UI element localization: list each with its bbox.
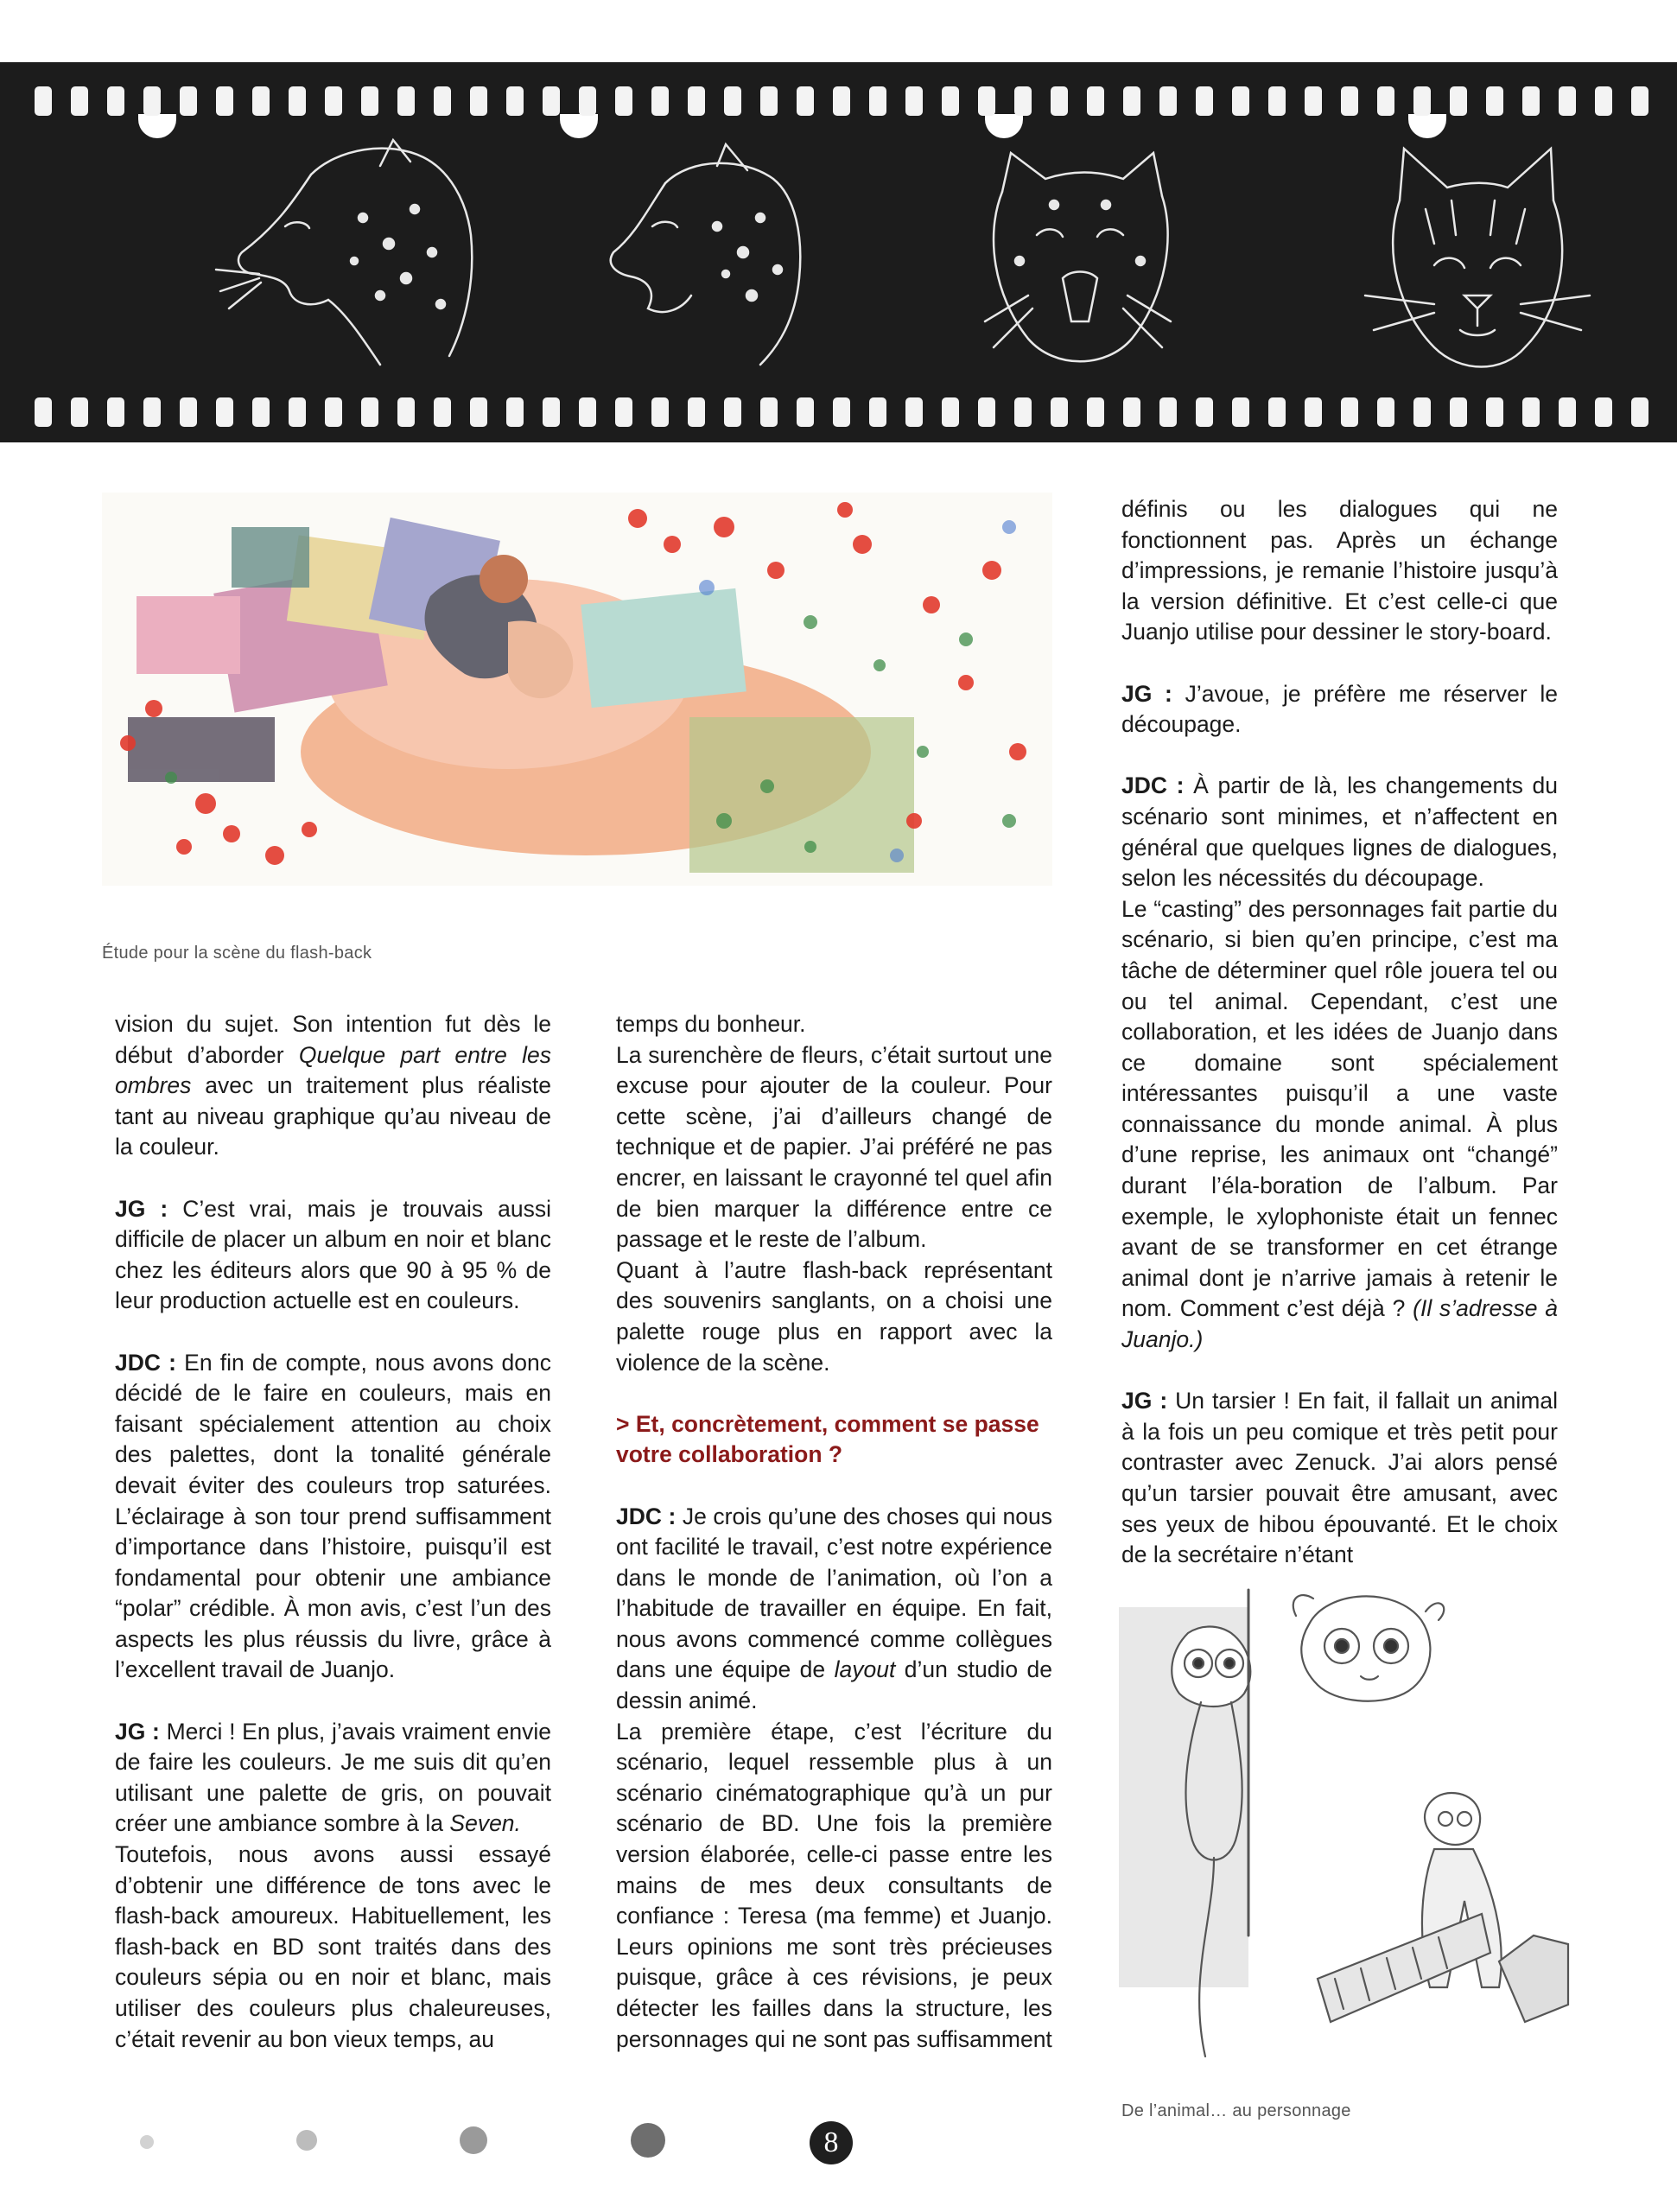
film-perforation xyxy=(325,86,342,116)
film-perforation xyxy=(1450,86,1467,116)
film-perforation xyxy=(615,86,632,116)
film-perforation xyxy=(434,86,451,116)
paragraph-gap xyxy=(616,1471,1052,1502)
footer-dot xyxy=(460,2126,487,2154)
film-perforation xyxy=(397,397,415,427)
paragraph xyxy=(616,1040,1052,1255)
text-run: > Et, concrètement, comment se passe votre collaboration ? xyxy=(616,1410,1039,1468)
paragraph xyxy=(616,1502,1052,1717)
film-perforation xyxy=(543,397,560,427)
film-perforation xyxy=(397,86,415,116)
speaker-label: JDC : xyxy=(115,1349,177,1376)
paragraph-gap xyxy=(616,1378,1052,1409)
film-perforation xyxy=(180,397,197,427)
painting-caption: Étude pour la scène du flash-back xyxy=(102,944,372,963)
paragraph xyxy=(616,1255,1052,1378)
paragraph xyxy=(1121,494,1558,648)
page-number: 8 xyxy=(810,2121,853,2164)
film-perforation xyxy=(942,397,959,427)
film-perforation xyxy=(1232,397,1249,427)
speaker-label: JG : xyxy=(115,1718,160,1745)
leopard-sketch-front-roar xyxy=(950,123,1210,399)
text-run: Le “casting” des personnages fait partie du scénario, si bien qu’en principe, c’est ma tâche de déterminer quel rôle jouera tel ou ou tel animal. Cependant, c’est une collaboration, et les idées de Juanjo dans ce domaine sont spécialement intéressantes puisqu’il a une vaste connaissance du monde animal. À plus d’une reprise, les animaux ont “changé” durant l’éla-boration de l’album. Par exemple, le xylophoniste était un fennec avant de se transformer en cet étrange animal dont je n’arrive jamais à retenir le nom. Comment c’est déjà ? xyxy=(1121,895,1558,1322)
text-column-1 xyxy=(115,1009,551,2055)
film-perforation xyxy=(1232,86,1249,116)
footer-dot xyxy=(140,2135,154,2149)
paragraph-gap xyxy=(115,1686,551,1717)
film-perforation xyxy=(35,86,52,116)
film-perforation xyxy=(1159,86,1177,116)
film-perforation xyxy=(1123,86,1140,116)
interview-question xyxy=(616,1409,1052,1471)
paragraph xyxy=(115,1009,551,1163)
film-perforation xyxy=(1051,86,1068,116)
text-run: Toutefois, nous avons aussi essayé d’obtenir une différence de tons avec le flash-back amoureux. Habituellement, les flash-back en BD sont traités dans des couleurs sépia ou en noir et blanc, mais utiliser des couleurs plus chaleureuses, c’était revenir au bon vieux temps, au xyxy=(115,1841,551,2052)
film-perforation xyxy=(1377,397,1394,427)
italic-text: Quelque part entre les ombres xyxy=(115,1041,551,1099)
film-perforation xyxy=(71,86,88,116)
film-perforation xyxy=(1341,397,1358,427)
italic-text: Seven. xyxy=(449,1810,521,1837)
film-perforation xyxy=(651,86,669,116)
paragraph xyxy=(1121,679,1558,741)
paragraph xyxy=(115,1348,551,1687)
italic-text: (Il s’adresse à Juanjo.) xyxy=(1121,1295,1559,1353)
paragraph-gap xyxy=(1121,648,1558,679)
paragraph xyxy=(1121,771,1558,893)
film-perforation xyxy=(1014,86,1032,116)
film-perforation xyxy=(869,86,886,116)
film-perforation xyxy=(942,86,959,116)
text-run: définis ou les dialogues qui ne fonctionnent pas. Après un échange d’impressions, je remanie l’histoire jusqu’à la version définitive. Et c’est celle-ci que Juanjo utilise pour dessiner le story-board. xyxy=(1121,496,1558,645)
film-perforations-bottom xyxy=(0,397,1677,427)
film-perforation xyxy=(143,397,161,427)
film-perforation xyxy=(724,397,741,427)
footer-dot xyxy=(296,2130,317,2151)
film-perforation xyxy=(1413,397,1431,427)
film-perforation xyxy=(180,86,197,116)
film-perforation xyxy=(905,397,923,427)
film-perforation xyxy=(615,397,632,427)
paragraph-gap xyxy=(1121,741,1558,772)
paragraph xyxy=(616,1009,1052,1040)
film-perforation xyxy=(1559,86,1576,116)
film-perforation xyxy=(833,86,850,116)
film-perforations-top xyxy=(0,86,1677,116)
film-perforation xyxy=(760,397,778,427)
film-perforation xyxy=(216,397,233,427)
film-perforation xyxy=(1595,86,1612,116)
speaker-label: JG : xyxy=(1121,1388,1168,1414)
film-perforation xyxy=(833,397,850,427)
text-run: En fin de compte, nous avons donc décidé de le faire en couleurs, mais en faisant spécialement attention au choix des palettes, dont la tonalité générale devait éviter des couleurs trop saturées. L’éclairage à son tour prend suffisamment d’importance dans l’histoire, puisqu’il est fondamental pour obtenir une ambiance “polar” crédible. À mon avis, c’est l’un des aspects les plus réussis du livre, grâce à l’excellent travail de Juanjo. xyxy=(115,1349,551,1683)
film-perforation xyxy=(470,86,487,116)
film-perforation xyxy=(289,86,306,116)
film-perforation xyxy=(1450,397,1467,427)
paragraph xyxy=(115,1194,551,1317)
leopard-sketch-snarl xyxy=(588,123,847,399)
text-run: avec un traitement plus réaliste tant au niveau graphique qu’au niveau de la couleur. xyxy=(115,1072,551,1160)
film-perforation xyxy=(1486,86,1503,116)
film-perforation xyxy=(1268,397,1286,427)
film-perforation xyxy=(978,397,995,427)
film-perforation xyxy=(1595,397,1612,427)
film-perforation xyxy=(688,86,705,116)
film-perforation xyxy=(1631,86,1648,116)
film-strip-banner xyxy=(0,62,1677,442)
text-run: vision du sujet. Son intention fut dès le début d’aborder xyxy=(115,1011,551,1068)
film-perforation xyxy=(506,397,524,427)
film-perforation xyxy=(1522,86,1540,116)
film-perforation xyxy=(1341,86,1358,116)
film-perforation xyxy=(1196,86,1213,116)
film-perforation xyxy=(1486,397,1503,427)
paragraph-gap xyxy=(115,1317,551,1348)
flashback-watercolor-study xyxy=(102,493,1052,886)
paragraph xyxy=(616,1717,1052,2056)
paragraph xyxy=(1121,1386,1558,1571)
text-run: Un tarsier ! En fait, il fallait un animal à la fois un peu comique et très petit pour contraster avec Zenuck. J’ai alors pensé qu’un tarsier pouvait être amusant, avec ses yeux de hibou épouvanté. Et le choix de la secrétaire n’étant xyxy=(1121,1388,1558,1568)
film-perforation xyxy=(1631,397,1648,427)
film-perforation xyxy=(289,397,306,427)
text-run: d’un studio de dessin animé. xyxy=(616,1656,1052,1714)
speaker-label: JG : xyxy=(115,1195,168,1222)
sketch-caption: De l’animal… au personnage xyxy=(1121,2101,1351,2120)
film-perforation xyxy=(579,86,596,116)
film-perforation xyxy=(1087,397,1104,427)
text-run: temps du bonheur. xyxy=(616,1011,806,1037)
film-perforation xyxy=(1305,397,1322,427)
film-perforation xyxy=(1051,397,1068,427)
footer-dot xyxy=(631,2123,665,2158)
paragraph xyxy=(1121,894,1558,1356)
film-perforation xyxy=(760,86,778,116)
film-perforation xyxy=(1014,397,1032,427)
paragraph-gap xyxy=(115,1163,551,1194)
film-perforation xyxy=(325,397,342,427)
film-perforation xyxy=(506,86,524,116)
film-perforation xyxy=(252,86,270,116)
film-perforation xyxy=(1123,397,1140,427)
text-run: C’est vrai, mais je trouvais aussi difficile de placer un album en noir et blanc chez les éditeurs alors que 90 à 95 % de leur production actuelle est en couleurs. xyxy=(115,1195,551,1314)
film-perforation xyxy=(143,86,161,116)
text-run: Quant à l’autre flash-back représentant des souvenirs sanglants, on a choisi une palette rouge plus en rapport avec la violence de la scène. xyxy=(616,1256,1052,1376)
film-perforation xyxy=(869,397,886,427)
film-perforation xyxy=(1268,86,1286,116)
speaker-label: JDC : xyxy=(1121,772,1185,799)
paragraph-gap xyxy=(1121,1356,1558,1387)
italic-text: layout xyxy=(834,1656,896,1683)
paragraph xyxy=(115,1840,551,2055)
film-perforation xyxy=(543,86,560,116)
film-perforation xyxy=(1522,397,1540,427)
film-perforation xyxy=(470,397,487,427)
film-perforation xyxy=(1559,397,1576,427)
text-run: J’avoue, je préfère me réserver le découpage. xyxy=(1121,680,1558,738)
text-column-3 xyxy=(1121,494,1558,1571)
film-perforation xyxy=(579,397,596,427)
tarsier-character-sketches xyxy=(1119,1573,1603,2091)
film-perforation xyxy=(1413,86,1431,116)
film-perforation xyxy=(797,86,814,116)
film-perforation xyxy=(1377,86,1394,116)
film-perforation xyxy=(905,86,923,116)
text-run: La surenchère de fleurs, c’était surtout une excuse pour ajouter de la couleur. Pour cette scène, j’ai d’ailleurs changé de technique et de papier. J’ai préféré ne pas encrer, en laissant le crayonné tel quel afin de bien marquer la différence entre ce passage et le reste de l’album. xyxy=(616,1041,1052,1253)
text-run: À partir de là, les changements du scénario sont minimes, et n’affectent en général que quelques lignes de dialogues, selon les nécessités du découpage. xyxy=(1121,772,1559,892)
film-notch xyxy=(138,114,176,138)
film-perforation xyxy=(1159,397,1177,427)
film-perforation xyxy=(1196,397,1213,427)
speaker-label: JDC : xyxy=(616,1503,677,1529)
film-perforation xyxy=(107,86,124,116)
text-run: Merci ! En plus, j’avais vraiment envie de faire les couleurs. Je me suis dit qu’en utilisant une palette de gris, on pouvait créer une ambiance sombre à la xyxy=(115,1718,551,1837)
wildcat-sketch-front xyxy=(1331,123,1616,399)
film-perforation xyxy=(107,397,124,427)
film-perforation xyxy=(361,397,378,427)
film-perforation xyxy=(688,397,705,427)
film-perforation xyxy=(978,86,995,116)
text-run: La première étape, c’est l’écriture du scénario, lequel ressemble plus à un scénario cinématographique qu’à un pur scénario de BD. Une fois la première version élaborée, celle-ci passe entre les mains de mes deux consultants de confiance : Teresa (ma femme) et Juanjo. Leurs opinions me sont très précieuses puisque, grâce à ces révisions, je peux détecter les failles dans la structure, les personnages qui ne sont pas suffisamment xyxy=(616,1718,1052,2052)
paragraph xyxy=(115,1717,551,1840)
film-perforation xyxy=(651,397,669,427)
leopard-sketch-profile xyxy=(207,123,536,399)
film-perforation xyxy=(724,86,741,116)
film-perforation xyxy=(252,397,270,427)
film-perforation xyxy=(434,397,451,427)
film-perforation xyxy=(35,397,52,427)
film-perforation xyxy=(71,397,88,427)
speaker-label: JG : xyxy=(1121,680,1172,707)
film-perforation xyxy=(1305,86,1322,116)
film-perforation xyxy=(1087,86,1104,116)
film-perforation xyxy=(797,397,814,427)
text-run: Je crois qu’une des choses qui nous ont facilité le travail, c’est notre expérience dans le monde de l’animation, où l’on a l’habitude de travailler en équipe. En fait, nous avons commencé comme collègues dans une équipe de xyxy=(616,1503,1052,1683)
film-perforation xyxy=(361,86,378,116)
film-perforation xyxy=(216,86,233,116)
text-column-2 xyxy=(616,1009,1052,2055)
